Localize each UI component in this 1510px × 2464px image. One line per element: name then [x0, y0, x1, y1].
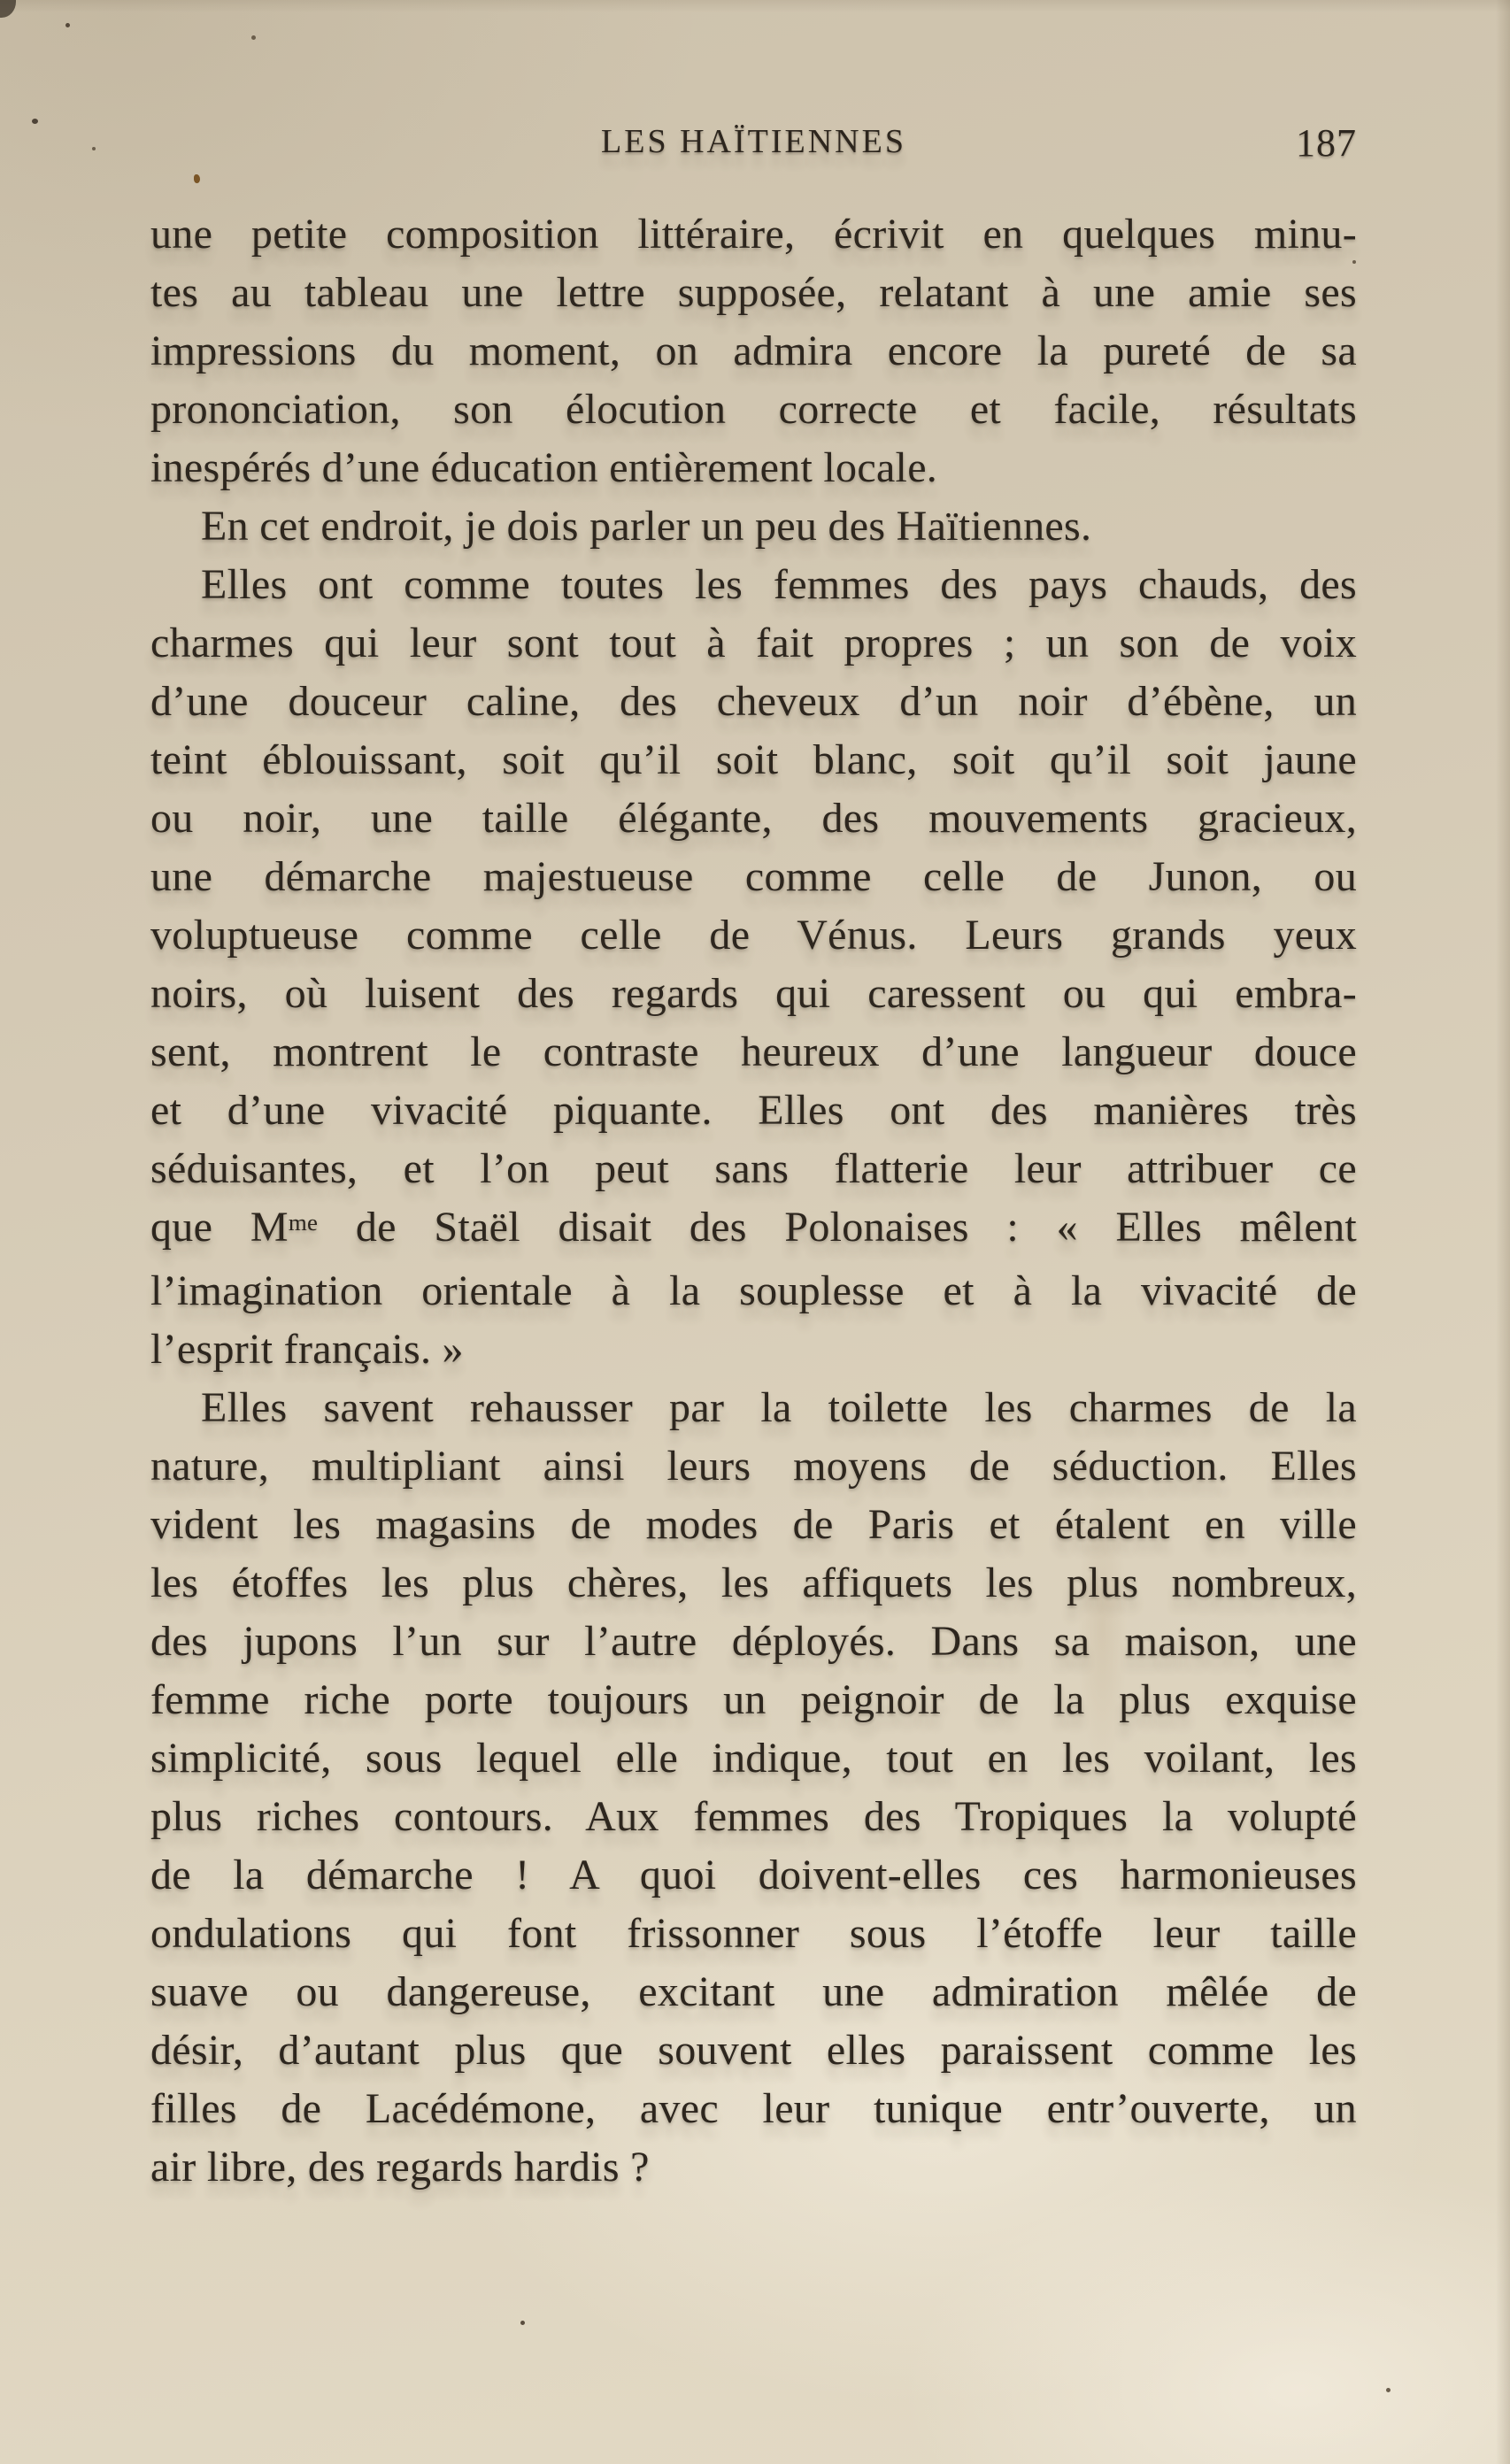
text-line: vident les magasins de modes de Paris et étalent en ville [150, 1501, 1357, 1548]
text-line: suave ou dangereuse, excitant une admiration mêlée de [150, 1968, 1357, 2015]
superscript-abbreviation: me [288, 1208, 319, 1236]
paper-speck [65, 23, 70, 27]
text-run: que M [150, 1204, 289, 1251]
text-line [150, 1198, 1357, 1262]
paper-speck [251, 35, 256, 40]
page-number: 187 [1296, 121, 1357, 165]
text-line: noirs, où luisent des regards qui caressent ou qui embra- [150, 970, 1357, 1017]
paper-speck [520, 2321, 525, 2325]
text-line: Elles savent rehausser par la toilette les charmes de la [201, 1384, 1357, 1431]
text-line: inespérés d’une éducation entièrement locale. [150, 444, 938, 491]
paper-speck [32, 119, 38, 124]
text-line: d’une douceur caline, des cheveux d’un noir d’ébène, un [150, 678, 1357, 725]
text-line: ondulations qui font frissonner sous l’étoffe leur taille [150, 1910, 1357, 1957]
text-line: une démarche majestueuse comme celle de Junon, ou [150, 853, 1357, 900]
text-line: les étoffes les plus chères, les affiquets les plus nombreux, [150, 1559, 1357, 1606]
running-title: LES HAÏTIENNES [601, 123, 906, 160]
running-header [150, 122, 1357, 166]
page-corner-mark [0, 0, 16, 18]
text-line: filles de Lacédémone, avec leur tunique entr’ouverte, un [150, 2085, 1357, 2132]
text-line: ou noir, une taille élégante, des mouvements gracieux, [150, 795, 1357, 842]
text-line: désir, d’autant plus que souvent elles paraissent comme les [150, 2027, 1357, 2074]
text-line: séduisantes, et l’on peut sans flatterie leur attribuer ce [150, 1145, 1357, 1192]
body-text [150, 205, 1357, 2197]
text-line: des jupons l’un sur l’autre déployés. Dans sa maison, une [150, 1618, 1357, 1665]
text-line: charmes qui leur sont tout à fait propres ; un son de voix [150, 620, 1357, 666]
text-line: prononciation, son élocution correcte et facile, résultats [150, 386, 1357, 433]
text-line: et d’une vivacité piquante. Elles ont des manières très [150, 1087, 1357, 1134]
text-line: simplicité, sous lequel elle indique, tout en les voilant, les [150, 1735, 1357, 1782]
text-line: Elles ont comme toutes les femmes des pays chauds, des [201, 561, 1357, 608]
text-run: de Staël disait des Polonaises : « Elles mêlent [318, 1204, 1357, 1251]
text-line: nature, multipliant ainsi leurs moyens de séduction. Elles [150, 1443, 1357, 1490]
paper-fleck [194, 174, 200, 183]
text-line: air libre, des regards hardis ? [150, 2144, 650, 2191]
text-line: sent, montrent le contraste heureux d’une langueur douce [150, 1028, 1357, 1075]
text-line: une petite composition littéraire, écrivit en quelques minu- [150, 211, 1357, 258]
paper-speck [92, 147, 96, 150]
text-line: plus riches contours. Aux femmes des Tropiques la volupté [150, 1793, 1357, 1840]
text-line: impressions du moment, on admira encore la pureté de sa [150, 327, 1357, 374]
text-line: voluptueuse comme celle de Vénus. Leurs grands yeux [150, 912, 1357, 959]
text-line: tes au tableau une lettre supposée, relatant à une amie ses [150, 269, 1357, 316]
paper-speck [1386, 2388, 1391, 2392]
text-line: teint éblouissant, soit qu’il soit blanc, soit qu’il soit jaune [150, 736, 1357, 783]
text-line: l’imagination orientale à la souplesse et à la vivacité de [150, 1267, 1357, 1314]
text-line: de la démarche ! A quoi doivent-elles ces harmonieuses [150, 1852, 1357, 1898]
text-line: femme riche porte toujours un peignoir de la plus exquise [150, 1676, 1357, 1723]
text-line: l’esprit français. » [150, 1326, 464, 1373]
text-line: En cet endroit, je dois parler un peu des Haïtiennes. [201, 503, 1092, 550]
